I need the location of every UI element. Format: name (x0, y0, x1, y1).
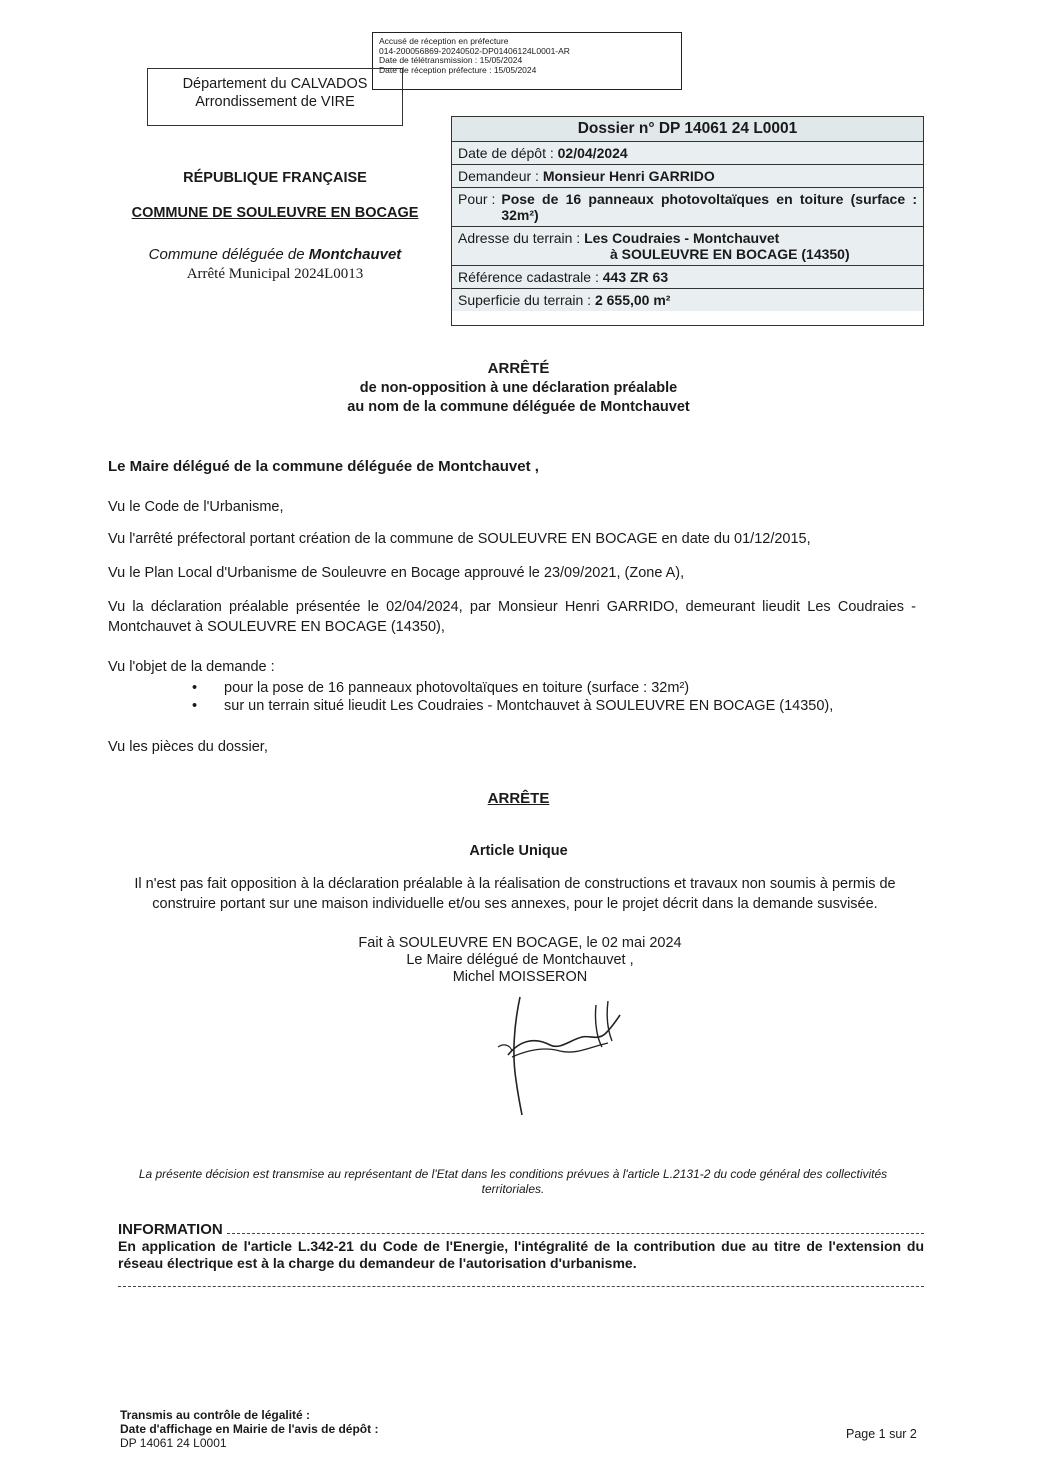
arrete-label: ARRÊTE (487, 790, 550, 807)
reception-stamp (372, 32, 682, 90)
objet-list (192, 679, 912, 715)
dossier-number: Dossier n° DP 14061 24 L0001 (452, 117, 923, 142)
dashed-divider (227, 1233, 924, 1234)
department-name: Département du CALVADOS (182, 76, 368, 92)
signature-block (330, 935, 710, 986)
information-text: En application de l'article L.342-21 du Code de l'Energie, l'intégralité de la contribution due au titre de l'extension du réseau électrique est à la charge du demandeur de l'autorisation d'urbanisme. (118, 1238, 924, 1271)
stamp-line: Date de réception préfecture : 15/05/2024 (379, 64, 537, 75)
pour-value: Pose de 16 panneaux photovoltaïques en toiture (surface : 32m²) (501, 191, 917, 223)
signataire-name: Michel MOISSERON (452, 969, 588, 985)
adresse-value-line2: à SOULEUVRE EN BOCAGE (14350) (610, 246, 850, 262)
footer-affichage: Date d'affichage en Mairie de l'avis de dépôt : (120, 1422, 379, 1436)
deleguee-prefix: Commune déléguée de (148, 246, 305, 263)
stamp-line: Date de télétransmission : 15/05/2024 (379, 55, 523, 65)
page-number: Page 1 sur 2 (846, 1427, 917, 1441)
vu-objet: Vu l'objet de la demande : (108, 659, 275, 675)
dossier-ref-row (452, 266, 923, 289)
demandeur-value: Monsieur Henri GARRIDO (542, 168, 715, 184)
vu-plan-local: Vu le Plan Local d'Urbanisme de Souleuvre en Bocage approuvé le 23/09/2021, (Zone A), (108, 565, 685, 581)
republique-title: RÉPUBLIQUE FRANÇAISE (183, 170, 367, 186)
superficie-label: Superficie du terrain : (458, 292, 592, 308)
arrete-subtitle-1: de non-opposition à une déclaration préalable (359, 380, 678, 396)
adresse-label: Adresse du terrain : (458, 230, 581, 246)
list-item: • pour la pose de 16 panneaux photovoltaïques en toiture (surface : 32m²) (192, 679, 912, 697)
dashed-divider (118, 1286, 924, 1287)
pour-label: Pour : (458, 191, 496, 207)
dossier-pour-row (452, 188, 923, 227)
footer-legalite: Transmis au contrôle de légalité : (120, 1408, 311, 1422)
article-text: Il n'est pas fait opposition à la déclaration préalable à la réalisation de constructions et travaux non soumis à permis de construire portant sur une maison individuelle et/ou ses annexes, pour le projet décrit dans la demande susvisée. (134, 876, 896, 912)
handwritten-signature (490, 985, 630, 1120)
dossier-adresse-row (452, 227, 923, 266)
adresse-value-line1: Les Coudraies - Montchauvet (584, 230, 780, 246)
arrete-subtitle-2: au nom de la commune déléguée de Montchauvet (347, 399, 690, 415)
stamp-line: Accusé de réception en préfecture (379, 36, 509, 46)
fait-a: Fait à SOULEUVRE EN BOCAGE, le 02 mai 2024 (358, 935, 682, 951)
information-label: INFORMATION (118, 1221, 223, 1238)
article-unique-title: Article Unique (469, 843, 568, 859)
vu-pieces: Vu les pièces du dossier, (108, 739, 268, 755)
dossier-date-row (452, 142, 923, 165)
department-box (147, 68, 403, 126)
commune-deleguee (100, 246, 450, 263)
information-block (118, 1221, 924, 1287)
deleguee-name: Montchauvet (308, 246, 402, 263)
transmission-note: La présente décision est transmise au représentant de l'Etat dans les conditions prévues à l'article L.2131-2 du code général des collectivités territoriales. (138, 1167, 888, 1196)
footer-block (120, 1408, 378, 1450)
arrete-heading: ARRÊTÉ (487, 360, 550, 377)
dossier-superficie-row (452, 289, 923, 311)
commune-title: COMMUNE DE SOULEUVRE EN BOCAGE (131, 205, 419, 221)
signataire-title: Le Maire délégué de Montchauvet , (406, 952, 634, 968)
arrete-municipal: Arrêté Municipal 2024L0013 (186, 266, 364, 282)
dossier-demandeur-row (452, 165, 923, 188)
vu-declaration: Vu la déclaration préalable présentée le 02/04/2024, par Monsieur Henri GARRIDO, demeurant lieudit Les Coudraies - Montchauvet à SOULEUVRE EN BOCAGE (14350), (108, 599, 916, 635)
ref-value: 443 ZR 63 (602, 269, 669, 285)
ref-label: Référence cadastrale : (458, 269, 599, 285)
demandeur-label: Demandeur : (458, 168, 539, 184)
superficie-value: 2 655,00 m² (594, 292, 671, 308)
stamp-line: 014-200056869-20240502-DP01406124L0001-AR (379, 45, 570, 56)
vu-code-urbanisme: Vu le Code de l'Urbanisme, (108, 499, 284, 515)
date-value: 02/04/2024 (557, 145, 628, 161)
dossier-box (451, 116, 924, 326)
vu-arrete-prefectoral: Vu l'arrêté préfectoral portant création de la commune de SOULEUVRE EN BOCAGE en date du 01/12/2015, (108, 531, 811, 547)
date-label: Date de dépôt : (458, 145, 554, 161)
arrondissement-name: Arrondissement de VIRE (195, 94, 355, 110)
footer-dossier: DP 14061 24 L0001 (120, 1436, 227, 1450)
list-item: • sur un terrain situé lieudit Les Coudraies - Montchauvet à SOULEUVRE EN BOCAGE (14350), (192, 697, 912, 715)
maire-delegue-line: Le Maire délégué de la commune déléguée de Montchauvet , (108, 458, 539, 475)
